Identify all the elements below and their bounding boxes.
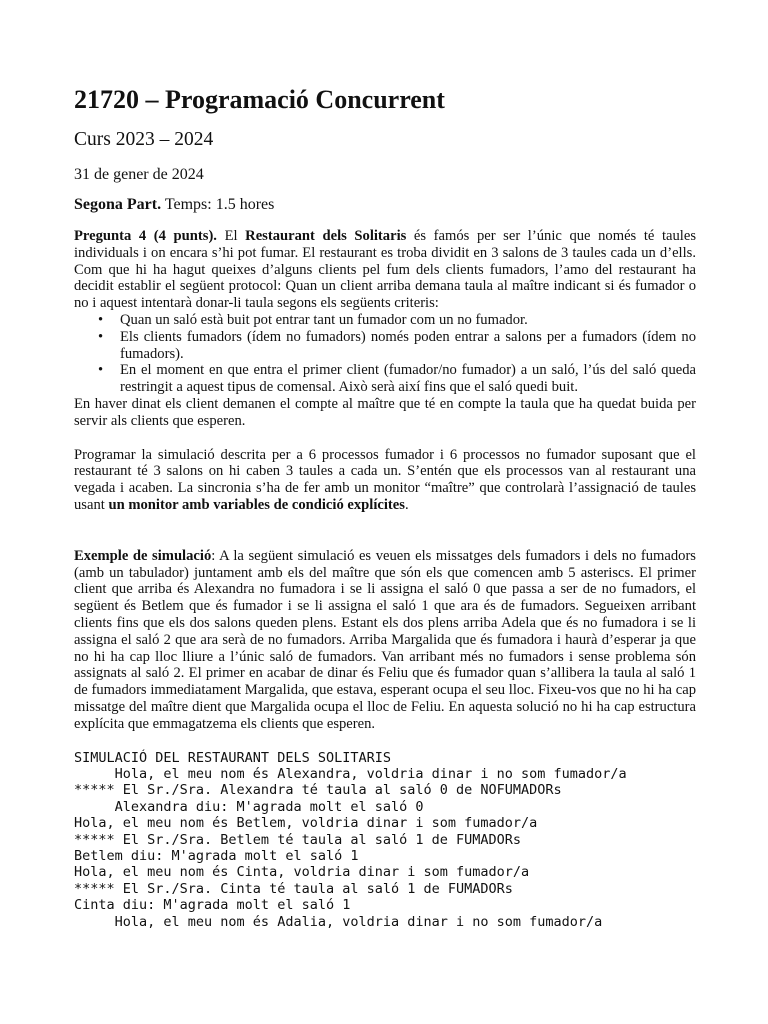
question-intro: Pregunta 4 (4 punts). El Restaurant dels Solitaris és famós per ser l’únic que només té taules individuals i on encara s’hi pot fumar. El restaurant es troba dividit en 3 salons de 3 taules cada un d’ells. Com que hi ha hagut queixes d’alguns clients pel fum dels clients fumadors, l’amo del restaurant ha decidit establir el següent protocol: Quan un client arriba demana taula al maître indicant si és fumador o no i aquest intentarà donar-li taula segons els següents criteris: (74, 228, 697, 312)
simulation-output (74, 750, 696, 930)
simulation-line: Hola, el meu nom és Betlem, voldria dinar i som fumador/a (74, 815, 538, 832)
course-year: Curs 2023 – 2024 (74, 129, 214, 150)
exam-date: 31 de gener de 2024 (74, 166, 204, 183)
criteria-list (74, 312, 696, 396)
simulation-line: Hola, el meu nom és Adalia, voldria dinar i no som fumador/a (74, 913, 603, 930)
list-item: • Els clients fumadors (ídem no fumadors) només poden entrar a salons per a fumadors (ídem no fumadors). (120, 329, 696, 363)
simulation-line: Cinta diu: M'agrada molt el saló 1 (74, 897, 351, 914)
restaurant-name: Restaurant dels Solitaris (245, 228, 407, 244)
page-title: 21720 – Programació Concurrent (74, 85, 445, 114)
monitor-emphasis: un monitor amb variables de condició explícites (108, 496, 405, 513)
task-paragraph: Programar la simulació descrita per a 6 processos fumador i 6 processos no fumador suposant que el restaurant té 3 salons on hi caben 3 taules a cada un. S’entén que els processos van al restaurant una vegada i acaben. La sincronia s’ha de fer amb un monitor “maître” que controlarà l’assignació de taules usant un monitor amb variables de condició explícites. (74, 446, 696, 513)
after-bullets-paragraph: En haver dinat els client demanen el compte al maître que té en compte la taula que ha quedat buida per servir als clients que esperen. (74, 395, 696, 429)
simulation-line: Betlem diu: M'agrada molt el saló 1 (74, 847, 359, 864)
part-label: Segona Part. (74, 196, 162, 213)
part-time: Temps: 1.5 hores (161, 196, 275, 213)
simulation-line: Hola, el meu nom és Alexandra, voldria dinar i no som fumador/a (74, 765, 627, 782)
simulation-line: ***** El Sr./Sra. Betlem té taula al saló 1 de FUMADORs (74, 831, 522, 848)
example-paragraph: Exemple de simulació: A la següent simulació es veuen els missatges dels fumadors i dels no fumadors (amb un tabulador) juntament amb els del maître que són els que comencen amb 5 asteriscs. El primer client que arriba és Alexandra no fumadora i se li assigna el saló 0 que passa a ser de no fumadors, el següent és Betlem que és fumador i se li assigna el saló 1 que ara és de fumadors. Segueixen arribant clients fins que els dos salons queden plens. Estant els dos plens arriba Adela que és no fumadora i se li assigna el saló 2 que ara serà de no fumadors. Arriba Margalida que és fumadora i haurà d’esperar ja que no hi ha cap lloc lliure a l’únic saló de fumadors. Van arribant més no fumadors i sense problema són assignats al saló 2. El primer en acabar de dinar és Feliu que és fumador quan s’allibera la taula al saló 1 de fumadors immediatament Margalida, que estava, esperant ocupa el seu lloc. Fixeu-vos que no hi ha cap missatge del maître dient que Margalida ocupa el lloc de Feliu. En aquesta solució no hi ha cap estructura explícita que emmagatzema els clients que esperen. (74, 547, 696, 732)
simulation-line: Hola, el meu nom és Cinta, voldria dinar i som fumador/a (74, 864, 530, 881)
example-label: Exemple de simulació (74, 547, 212, 564)
simulation-line: Alexandra diu: M'agrada molt el saló 0 (74, 798, 424, 815)
part-info (74, 195, 696, 215)
simulation-title: SIMULACIÓ DEL RESTAURANT DELS SOLITARIS (74, 749, 391, 766)
simulation-line: ***** El Sr./Sra. Alexandra té taula al saló 0 de NOFUMADORs (74, 782, 562, 799)
document-page (74, 84, 696, 930)
list-item: • En el moment en que entra el primer client (fumador/no fumador) a un saló, l’ús del saló queda restringit a aquest tipus de comensal. Això serà així fins que el saló quedi buit. (120, 362, 696, 396)
list-item: • Quan un saló està buit pot entrar tant un fumador com un no fumador. (120, 312, 696, 329)
simulation-line: ***** El Sr./Sra. Cinta té taula al saló 1 de FUMADORs (74, 880, 513, 897)
question-label: Pregunta 4 (4 punts). (74, 228, 217, 244)
